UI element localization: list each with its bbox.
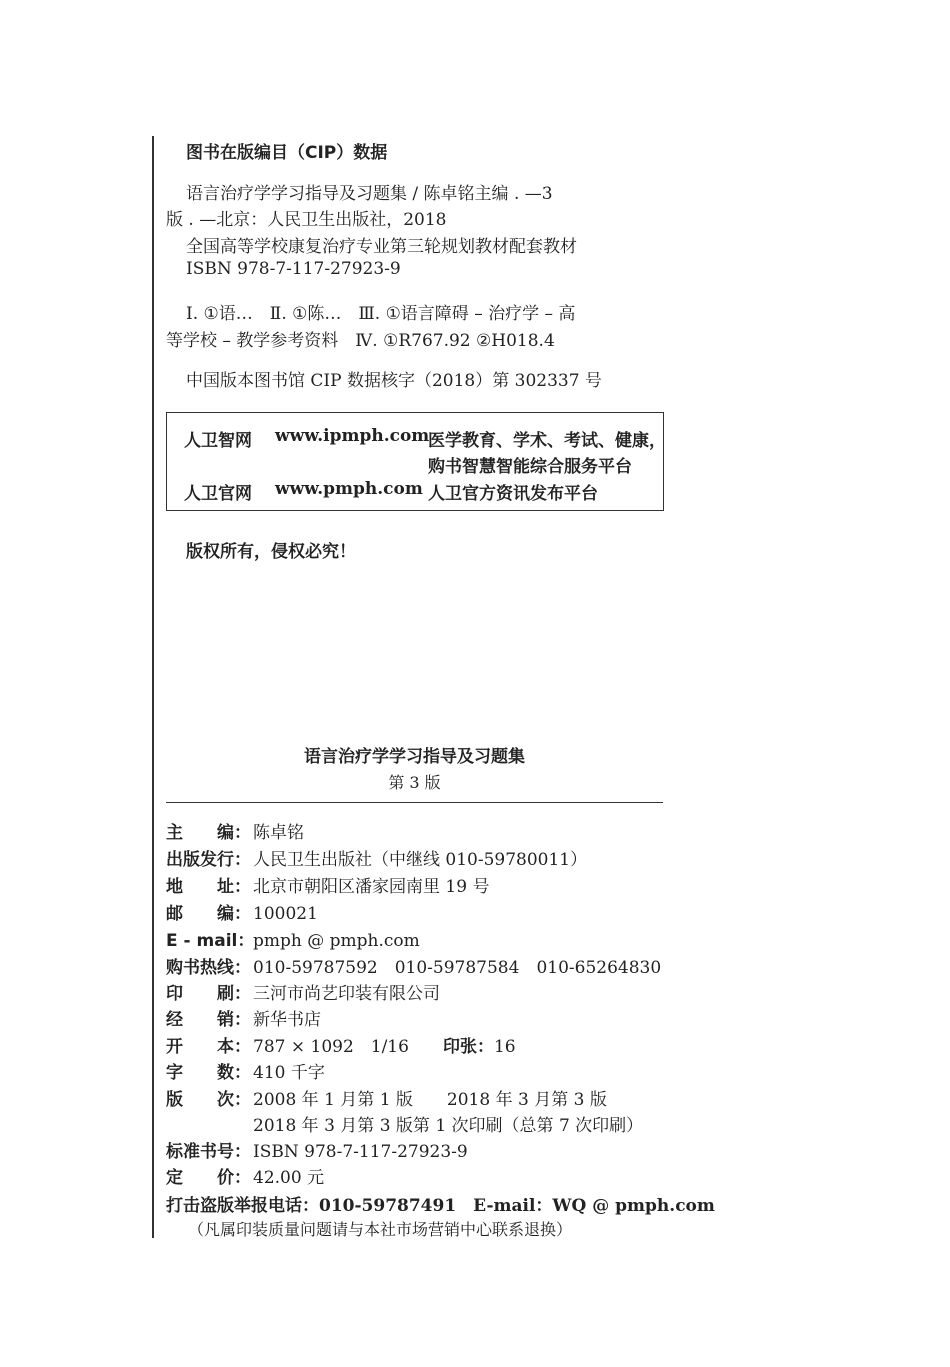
cip-line-2: 版 . —北京：人民卫生出版社，2018 [166, 210, 447, 230]
website-box [166, 412, 664, 511]
detail-value: 三河市尚艺印装有限公司 [253, 984, 440, 1004]
detail-editor [166, 818, 304, 843]
detail-editions-line-2: 2018 年 3 月第 3 版第 1 次印刷（总第 7 次印刷） [253, 1116, 644, 1136]
detail-label: 地 址： [166, 877, 251, 897]
copyright-notice: 版权所有，侵权必究！ [186, 542, 356, 562]
detail-label: E - mail： [166, 931, 255, 951]
cip-line-7: 中国版本图书馆 CIP 数据核字（2018）第 302337 号 [186, 371, 602, 391]
detail-email [166, 926, 420, 951]
detail-postcode [166, 899, 318, 924]
detail-label: 购书热线： [166, 958, 251, 978]
detail-label: 开 本： [166, 1037, 251, 1057]
website-desc-pmph: 人卫官方资讯发布平台 [428, 484, 598, 504]
detail-label: 主 编： [166, 823, 251, 843]
detail-label: 字 数： [166, 1063, 251, 1083]
cip-title: 图书在版编目（CIP）数据 [186, 143, 388, 163]
cip-line-6: 等学校 – 教学参考资料 Ⅳ. ①R767.92 ②H018.4 [166, 331, 555, 351]
website-name-pmph: 人卫官网 [184, 484, 252, 504]
detail-value: 新华书店 [253, 1010, 321, 1030]
detail-price [166, 1163, 324, 1188]
detail-isbn [166, 1137, 468, 1162]
anti-piracy-line: 打击盗版举报电话：010-59787491 E-mail：WQ @ pmph.com [166, 1196, 715, 1216]
detail-value: 人民卫生出版社（中继线 010-59780011） [253, 850, 588, 870]
book-edition: 第 3 版 [388, 773, 441, 792]
detail-value: 42.00 元 [253, 1168, 325, 1188]
detail-hotline [166, 953, 661, 978]
detail-value: 787 × 1092 1/16 [253, 1037, 409, 1057]
cip-line-3: 全国高等学校康复治疗专业第三轮规划教材配套教材 [186, 237, 577, 257]
detail-value: 010-59787592 010-59787584 010-65264830 [253, 958, 662, 978]
detail-format [166, 1032, 516, 1057]
detail-label: 经 销： [166, 1010, 251, 1030]
website-desc-ipmph-2: 购书智慧智能综合服务平台 [428, 457, 632, 477]
detail-wordcount [166, 1058, 325, 1083]
detail-label: 印 刷： [166, 984, 251, 1004]
detail-label: 版 次： [166, 1090, 251, 1110]
detail-sheets-label: 印张： [442, 1037, 494, 1057]
website-url-ipmph[interactable]: www.ipmph.com [275, 426, 430, 446]
detail-value: ISBN 978-7-117-27923-9 [253, 1142, 468, 1162]
cip-line-4: ISBN 978-7-117-27923-9 [186, 259, 401, 279]
cip-line-1: 语言治疗学学习指导及习题集 / 陈卓铭主编 . —3 [186, 184, 553, 204]
detail-editions [166, 1085, 607, 1110]
website-desc-ipmph-1: 医学教育、学术、考试、健康， [428, 431, 666, 451]
detail-label: 标准书号： [166, 1142, 251, 1162]
detail-printer [166, 979, 440, 1004]
website-url-pmph[interactable]: www.pmph.com [275, 479, 423, 499]
website-name-ipmph: 人卫智网 [184, 431, 252, 451]
detail-sheets-value: 16 [493, 1037, 516, 1057]
detail-value: 410 千字 [253, 1063, 325, 1083]
book-title: 语言治疗学学习指导及习题集 [304, 747, 525, 767]
detail-distributor [166, 1005, 321, 1030]
detail-value: pmph @ pmph.com [253, 931, 420, 951]
detail-value: 100021 [253, 904, 318, 924]
detail-value: 陈卓铭 [253, 823, 304, 843]
detail-label: 出版发行： [166, 850, 251, 870]
detail-value: 2008 年 1 月第 1 版 2018 年 3 月第 3 版 [253, 1090, 607, 1110]
detail-label: 邮 编： [166, 904, 251, 924]
detail-address [166, 872, 489, 897]
detail-value: 北京市朝阳区潘家园南里 19 号 [253, 877, 490, 897]
divider-line [166, 802, 663, 803]
cip-line-5: Ⅰ. ①语… Ⅱ. ①陈… Ⅲ. ①语言障碍 – 治疗学 – 高 [186, 304, 576, 324]
quality-note: （凡属印装质量问题请与本社市场营销中心联系退换） [188, 1220, 573, 1239]
detail-publisher [166, 845, 587, 870]
detail-label: 定 价： [166, 1168, 251, 1188]
left-margin-rule [152, 136, 154, 1238]
